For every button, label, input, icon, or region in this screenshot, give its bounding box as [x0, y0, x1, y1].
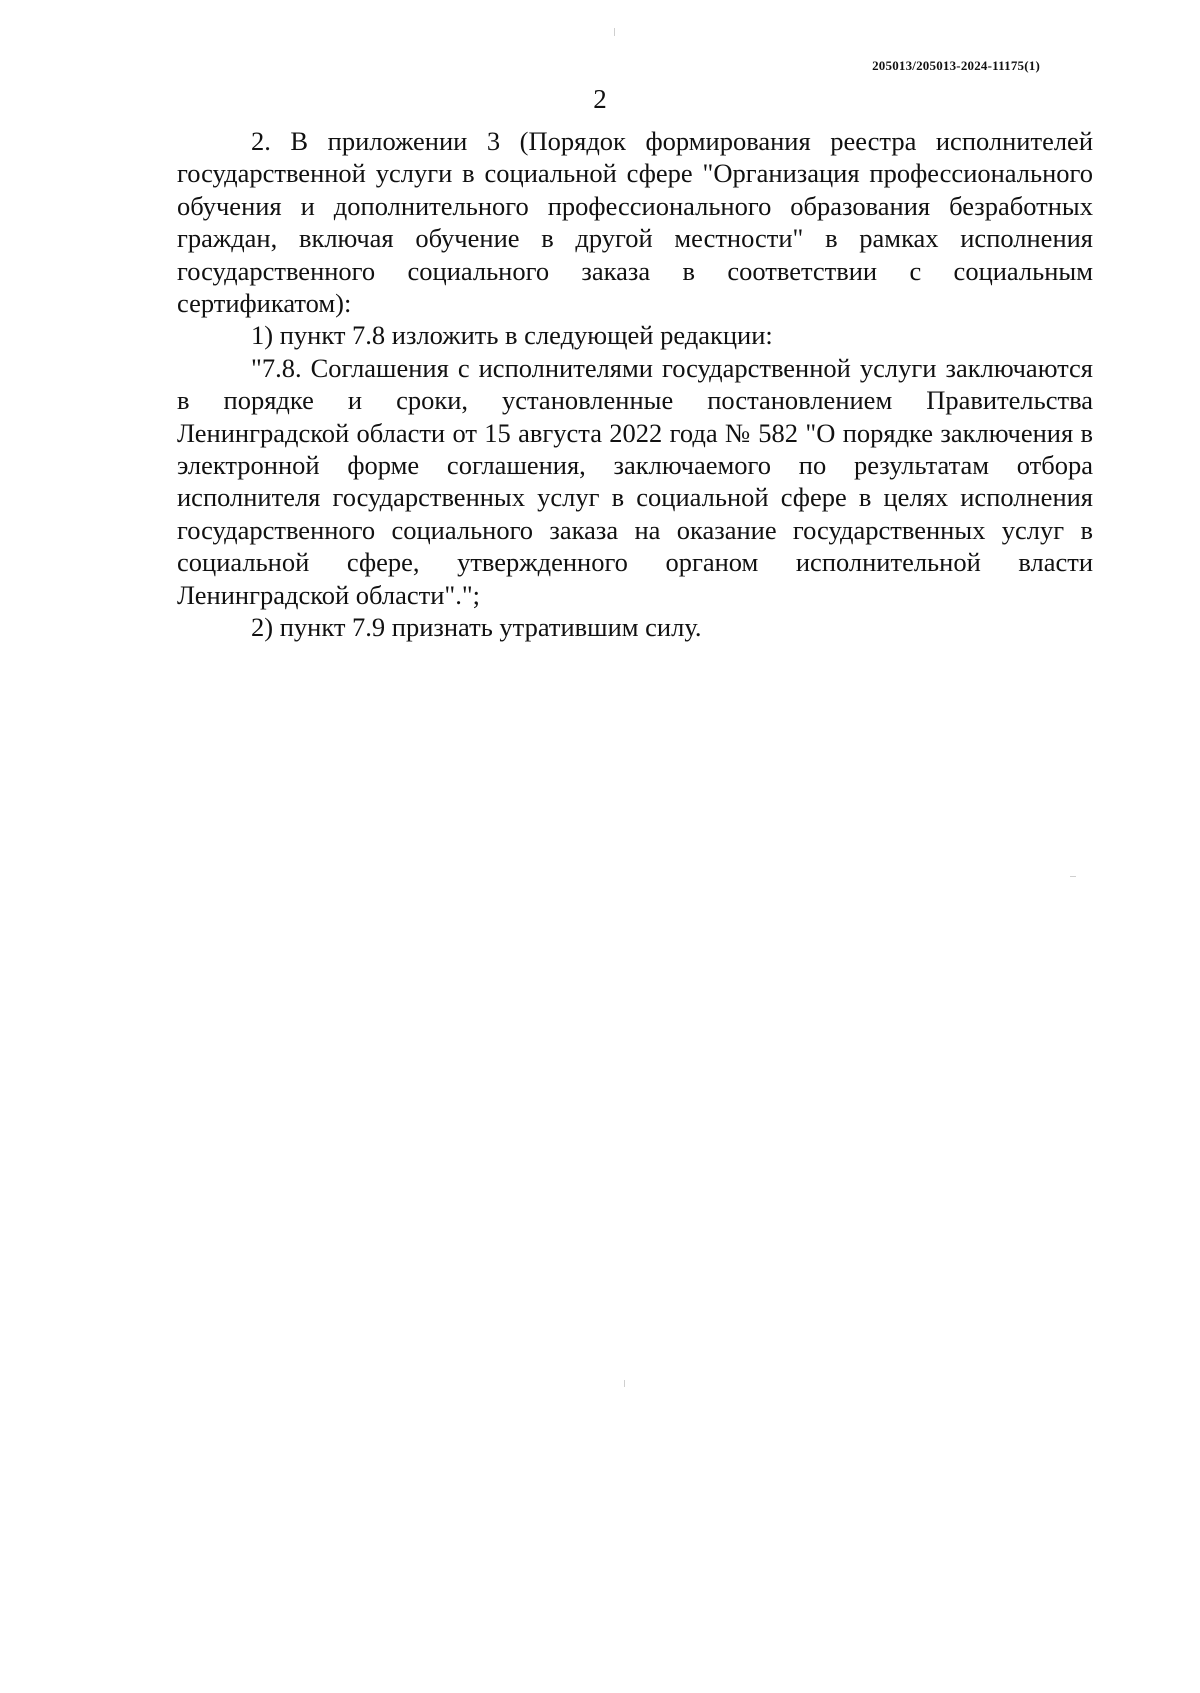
scan-artifact-right	[1070, 876, 1076, 877]
document-body	[177, 125, 1093, 644]
document-registration-number: 205013/205013-2024-11175(1)	[872, 58, 1040, 73]
page-number: 2	[593, 84, 607, 114]
paragraph-item-1: 1) пункт 7.8 изложить в следующей редакции:	[251, 320, 773, 351]
scan-artifact-bottom	[624, 1380, 625, 1387]
paragraph-item-2: 2) пункт 7.9 признать утратившим силу.	[251, 612, 702, 643]
scan-artifact-top	[614, 28, 615, 36]
paragraph-amendment-appendix-3: 2. В приложении 3 (Порядок формирования реестра исполнителей государственной услуги в социальной сфере "Организация профессионального обучения и дополнительного профессионального образования безработных граждан, включая обучение в другой местности" в рамках исполнения государственного социального заказа в соответствии с социальным сертификатом):	[177, 126, 1093, 319]
paragraph-clause-7-8: "7.8. Соглашения с исполнителями государственной услуги заключаются в порядке и сроки, установленные постановлением Правительства Ленинградской области от 15 августа 2022 года № 582 "О порядке заключения в электронной форме соглашения, заключаемого по результатам отбора исполнителя государственных услуг в социальной сфере в целях исполнения государственного социального заказа на оказание государственных услуг в социальной сфере, утвержденного органом исполнительной власти Ленинградской области".";	[177, 352, 1093, 610]
